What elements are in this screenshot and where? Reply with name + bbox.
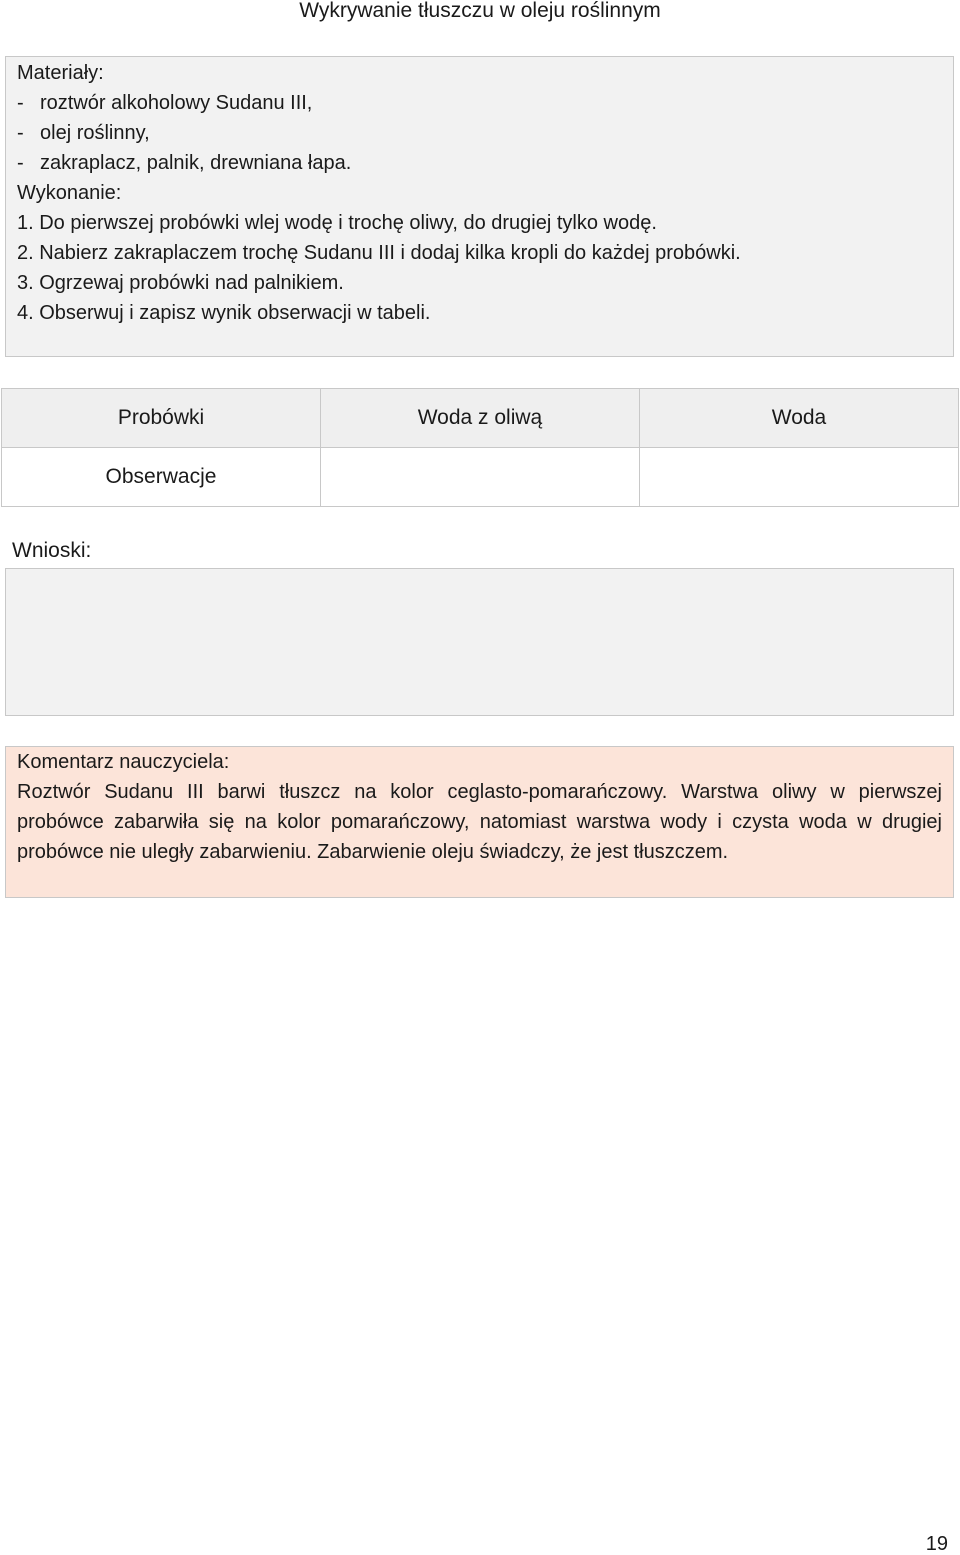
table-header-cell: Woda: [640, 389, 959, 448]
procedure-step: 2. Nabierz zakraplaczem trochę Sudanu III i dodaj kilka kropli do każdej probówki.: [17, 242, 741, 264]
procedure-step: 4. Obserwuj i zapisz wynik obserwacji w tabeli.: [17, 302, 431, 324]
conclusions-field[interactable]: [5, 568, 954, 716]
table-row-label: Obserwacje: [2, 448, 321, 507]
table-row: [2, 448, 959, 507]
table-header-cell: Probówki: [2, 389, 321, 448]
procedure-heading: Wykonanie:: [17, 182, 122, 204]
procedure-step: 1. Do pierwszej probówki wlej wodę i trochę oliwy, do drugiej tylko wodę.: [17, 212, 657, 234]
bullet-dash: -: [17, 92, 24, 114]
bullet-dash: -: [17, 152, 24, 174]
teacher-comment-label: Komentarz nauczyciela:: [17, 751, 230, 773]
observation-table: [1, 388, 959, 507]
teacher-comment-box: [5, 746, 954, 898]
teacher-comment-text: Roztwór Sudanu III barwi tłuszcz na kolor ceglasto-pomarańczowy. Warstwa oliwy w pierwszej probówce zabarwiła się na kolor pomarańczowy, natomiast warstwa wody i czysta woda w drugiej probówce nie uległy zabarwieniu. Zabarwienie oleju świadczy, że jest tłuszczem.: [17, 781, 942, 863]
observation-cell-water[interactable]: [640, 448, 959, 507]
table-header-row: [2, 389, 959, 448]
page-number: 19: [925, 1533, 948, 1555]
bullet-dash: -: [17, 122, 24, 144]
material-item-text: zakraplacz, palnik, drewniana łapa.: [40, 152, 352, 174]
procedure-step: 3. Ogrzewaj probówki nad palnikiem.: [17, 272, 344, 294]
material-item: [17, 118, 942, 148]
material-item-text: roztwór alkoholowy Sudanu III,: [40, 92, 313, 114]
material-item-text: olej roślinny,: [40, 122, 150, 144]
table-header-cell: Woda z oliwą: [321, 389, 640, 448]
material-item: [17, 148, 942, 178]
page-title: Wykrywanie tłuszczu w oleju roślinnym: [299, 0, 661, 22]
observation-cell-oil-water[interactable]: [321, 448, 640, 507]
materials-procedure-box: [5, 56, 954, 357]
materials-heading: Materiały:: [17, 62, 104, 84]
conclusions-label: Wnioski:: [12, 539, 92, 562]
material-item: [17, 88, 942, 118]
